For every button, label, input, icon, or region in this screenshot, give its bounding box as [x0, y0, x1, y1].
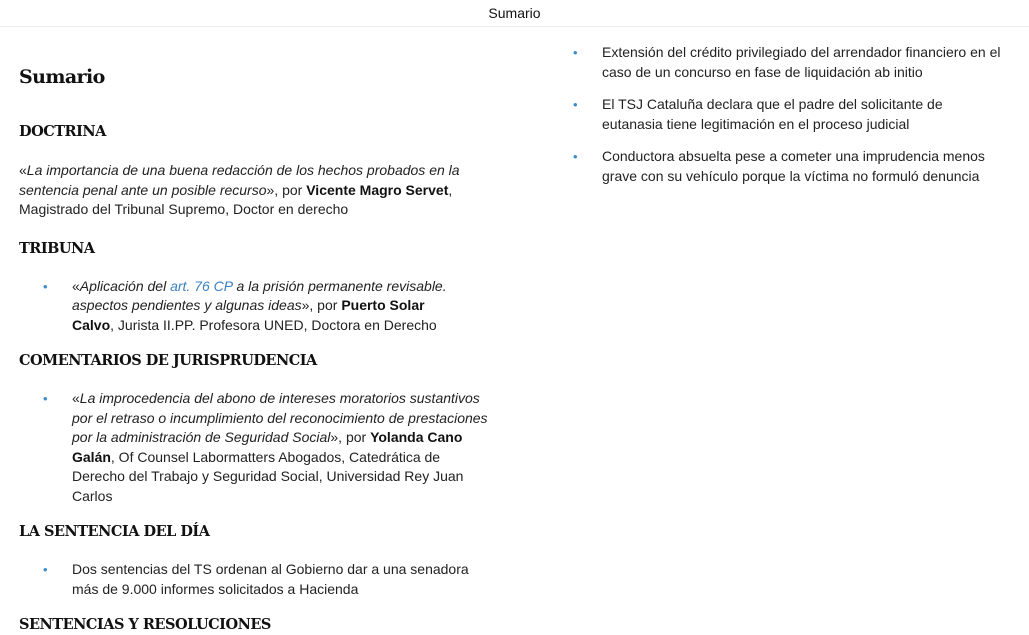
list-item[interactable] — [572, 43, 1007, 82]
quote-open: « — [72, 277, 80, 294]
section-heading-doctrina: DOCTRINA — [19, 123, 106, 140]
page-title: Sumario — [19, 66, 105, 88]
summary-left-column — [19, 62, 499, 635]
bullet-icon: • — [573, 149, 578, 164]
comentarios-list — [19, 389, 499, 506]
list-item[interactable] — [19, 389, 492, 506]
list-item-text: Extensión del crédito privilegiado del arrendador financiero en el caso de un concurso en fase de liquidación ab initio — [602, 44, 1001, 80]
section-heading-sentencia-del-dia: LA SENTENCIA DEL DÍA — [19, 523, 210, 540]
list-item[interactable] — [572, 147, 1022, 186]
article-title-part: a la prisión permanente revisable. aspectos pendientes y algunas ideas — [72, 277, 447, 313]
tribuna-list — [19, 277, 499, 336]
article-link[interactable]: art. 76 CP — [170, 277, 233, 294]
sentencia-del-dia-list — [19, 560, 499, 599]
quote-close: », por — [330, 429, 371, 445]
quote-open: « — [19, 162, 27, 178]
quote-open: « — [72, 390, 80, 406]
section-heading-sentencias: SENTENCIAS Y RESOLUCIONES — [19, 616, 271, 633]
quote-close: », por — [266, 181, 307, 198]
author-affiliation: , Jurista II.PP. Profesora UNED, Doctora en Derecho — [110, 316, 437, 333]
bullet-icon: • — [573, 45, 578, 60]
sentencias-list — [572, 43, 1022, 186]
article-title: La improcedencia del abono de intereses moratorios sustantivos por el retraso o incumplimiento del reconocimiento de prestaciones por la administración de Seguridad Social — [72, 390, 488, 445]
top-bar — [0, 0, 1029, 27]
list-item[interactable] — [572, 95, 1007, 134]
list-item-text: Dos sentencias del TS ordenan al Gobierno dar a una senadora más de 9.000 informes solicitados a Hacienda — [72, 561, 469, 597]
author-name: Puerto Solar Calvo — [72, 297, 425, 333]
author-affiliation: , Of Counsel Labormatters Abogados, Catedrática de Derecho del Trabajo y Seguridad Social, Universidad Rey Juan Carlos — [72, 448, 464, 504]
article-title: La importancia de una buena redacción de los hechos probados en la sentencia penal ante un posible recurso — [19, 162, 460, 198]
bullet-icon: • — [43, 562, 48, 577]
article-title-part: Aplicación del — [79, 277, 171, 294]
quote-close: », por — [301, 297, 342, 313]
bullet-icon: • — [573, 97, 578, 112]
author-affiliation: , Magistrado del Tribunal Supremo, Doctor en derecho — [19, 181, 453, 217]
author-name: Vicente Magro Servet — [306, 181, 449, 198]
summary-right-column — [572, 43, 1022, 186]
list-item-text: Conductora absuelta pese a cometer una imprudencia menos grave con su vehículo porque la víctima no formuló denuncia — [602, 148, 985, 184]
section-heading-tribuna: TRIBUNA — [19, 239, 95, 257]
section-heading-comentarios: COMENTARIOS DE JURISPRUDENCIA — [19, 352, 317, 369]
list-item[interactable] — [19, 560, 497, 599]
bullet-icon: • — [43, 278, 48, 294]
bullet-icon: • — [43, 391, 48, 406]
doctrina-entry[interactable] — [19, 161, 464, 220]
top-bar-title: Sumario — [488, 5, 541, 21]
list-item[interactable] — [19, 277, 467, 336]
author-name: Yolanda Cano Galán — [72, 429, 463, 465]
list-item-text: El TSJ Cataluña declara que el padre del solicitante de eutanasia tiene legitimación en el proceso judicial — [602, 96, 943, 132]
